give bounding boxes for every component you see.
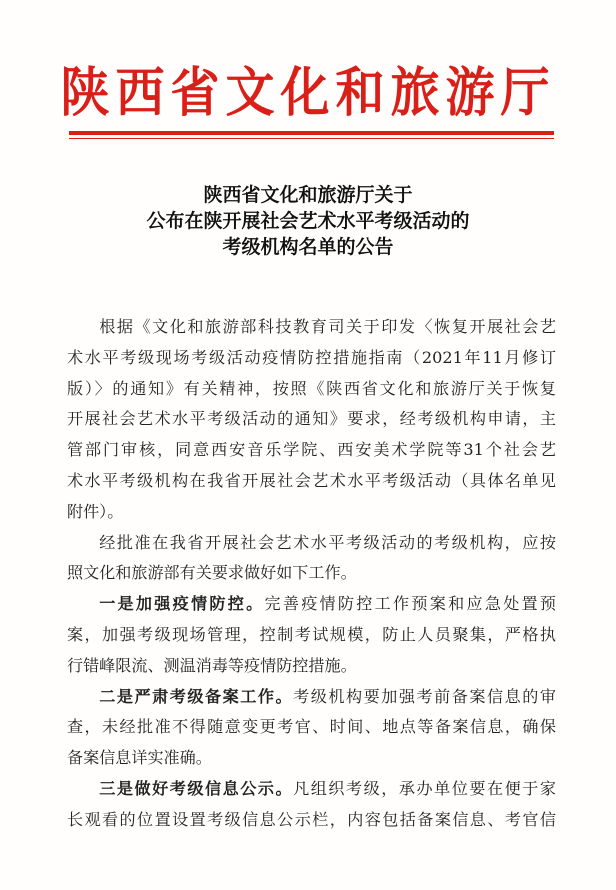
paragraph-line: 案，加强考级现场管理，控制考试规模，防止人员聚集，严格执 bbox=[67, 624, 556, 644]
paragraph-line: 术水平考级机构在我省开展社会艺术水平考级活动（具体名单见 bbox=[67, 470, 556, 490]
notice-title-line: 陕西省文化和旅游厅关于 bbox=[203, 184, 413, 206]
letterhead-thin-rule bbox=[69, 138, 554, 139]
paragraph-requirements bbox=[67, 528, 556, 590]
section-body-text: 完善疫情防控工作预案和应急处置预 bbox=[264, 594, 557, 614]
paragraph-filing-work bbox=[67, 682, 556, 774]
section-lead-text: 二是严肃考级备案工作。 bbox=[99, 686, 294, 706]
notice-title-line: 考级机构名单的公告 bbox=[222, 236, 394, 258]
paragraph-line: 照文化和旅游部有关要求做好如下工作。 bbox=[67, 563, 357, 583]
paragraph-line: 查，未经批准不得随意变更考官、时间、地点等备案信息，确保 bbox=[67, 717, 556, 737]
section-body-text: 考级机构要加强考前备案信息的审 bbox=[293, 686, 557, 706]
paragraph-line: 附件）。 bbox=[67, 501, 124, 521]
paragraph-line: 开展社会艺术水平考级活动的通知》要求，经考级机构申请，主 bbox=[67, 409, 556, 429]
paragraph-line: 经批准在我省开展社会艺术水平考级活动的考级机构，应按 bbox=[99, 532, 556, 552]
paragraph-line: 行错峰限流、测温消毒等疫情防控措施。 bbox=[67, 655, 357, 675]
notice-body bbox=[67, 312, 556, 836]
section-body-text: 凡组织考级，承办单位要在便于家 bbox=[293, 778, 557, 798]
paragraph-information-disclosure bbox=[67, 774, 556, 836]
paragraph-line: 版）〉的通知》有关精神，按照《陕西省文化和旅游厅关于恢复 bbox=[67, 378, 556, 398]
paragraph-first-line bbox=[67, 774, 556, 805]
paragraph-line: 术水平考级现场考级活动疫情防控措施指南（2021年11月修订 bbox=[67, 347, 556, 367]
paragraph-line: 根据《文化和旅游部科技教育司关于印发〈恢复开展社会艺 bbox=[99, 317, 556, 336]
letterhead-red-rule bbox=[69, 131, 554, 135]
paragraph-line: 备案信息详实准确。 bbox=[67, 748, 212, 768]
paragraph-epidemic-control bbox=[67, 589, 556, 681]
paragraph-first-line bbox=[67, 589, 556, 620]
paragraph-line: 管部门审核，同意西安音乐学院、西安美术学院等31个社会艺 bbox=[67, 440, 556, 460]
paragraph-first-line bbox=[67, 682, 556, 713]
letterhead-title: 陕西省文化和旅游厅 bbox=[60, 61, 556, 124]
notice-title bbox=[0, 182, 616, 260]
notice-title-line: 公布在陕开展社会艺术水平考级活动的 bbox=[146, 210, 470, 232]
section-lead-text: 一是加强疫情防控。 bbox=[99, 594, 265, 614]
section-lead-text: 三是做好考级信息公示。 bbox=[99, 778, 294, 798]
paragraph-basis bbox=[67, 312, 556, 528]
paragraph-line: 长观看的位置设置考级信息公示栏，内容包括备案信息、考官信 bbox=[67, 809, 556, 829]
